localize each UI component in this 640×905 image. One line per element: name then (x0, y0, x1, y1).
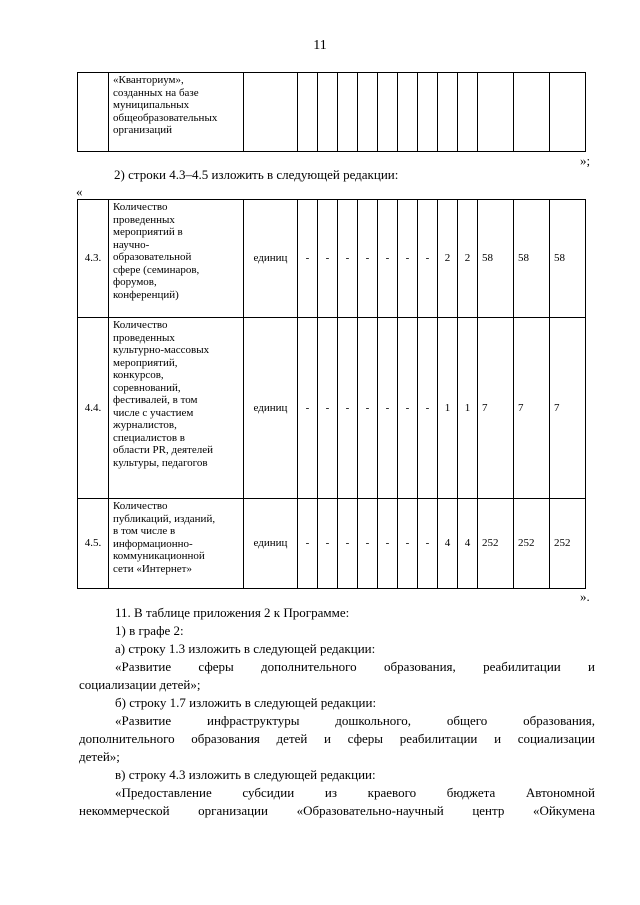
paragraph: «Развитие инфраструктуры дошкольного, общего образования, (115, 713, 595, 728)
description-line: коммуникационной (113, 550, 205, 562)
value-cell: 1 (438, 318, 458, 499)
continuation-table (77, 72, 586, 152)
value-cell: - (338, 200, 358, 318)
unit-cell (244, 73, 298, 152)
value-cell: - (378, 200, 398, 318)
paragraph: «Развитие сферы дополнительного образования, реабилитации и (115, 659, 595, 674)
description-line: проведенных (113, 213, 175, 226)
value-cell: 252 (550, 499, 586, 589)
paragraph: а) строку 1.3 изложить в следующей редакции: (115, 641, 376, 656)
description-line: информационно- (113, 537, 193, 550)
value-cell: - (358, 200, 378, 318)
value-cell (358, 73, 378, 152)
closing-quote: »; (580, 153, 591, 168)
value-cell: - (298, 200, 318, 318)
description-line: культурно-массовых (113, 344, 210, 356)
value-cell (458, 73, 478, 152)
value-cell: 2 (438, 200, 458, 318)
row-number-cell: 4.5. (78, 499, 109, 589)
indicator-table (77, 199, 586, 589)
value-cell: 7 (550, 318, 586, 499)
paragraph: дополнительного образования детей и сферы реабилитации и социализации (79, 731, 595, 746)
value-cell: 7 (478, 318, 514, 499)
paragraph: «Предоставление субсидии из краевого бюджета Автономной (115, 785, 595, 800)
value-cell: - (418, 318, 438, 499)
value-cell (398, 73, 418, 152)
value-cell: - (378, 499, 398, 589)
description-line: общеобразовательных (113, 111, 218, 124)
value-cell: - (338, 318, 358, 499)
paragraph: детей»; (79, 749, 120, 764)
value-cell: - (298, 499, 318, 589)
value-cell: 7 (514, 318, 550, 499)
value-cell (550, 73, 586, 152)
description-line: числе с участием (113, 406, 194, 419)
description-line: фестивалей, в том (113, 394, 198, 406)
value-cell: 4 (438, 499, 458, 589)
description-line: научно- (113, 238, 150, 251)
value-cell: - (398, 499, 418, 589)
value-cell (514, 73, 550, 152)
value-cell: 252 (478, 499, 514, 589)
description-line: Количество (113, 500, 168, 512)
description-line: публикаций, изданий, (113, 512, 216, 525)
description-line: форумов, (113, 276, 157, 288)
unit-cell: единиц (244, 318, 298, 499)
table-row (78, 499, 586, 589)
description-cell (109, 73, 244, 152)
value-cell: 58 (550, 200, 586, 318)
value-cell: - (318, 499, 338, 589)
unit-cell: единиц (244, 499, 298, 589)
description-line: культуры, педагогов (113, 456, 208, 469)
description-line: Количество (113, 201, 168, 213)
description-line: журналистов, (113, 419, 177, 431)
description-line: Количество (113, 319, 168, 331)
value-cell: 252 (514, 499, 550, 589)
row-number-cell: 4.3. (78, 200, 109, 318)
value-cell: - (418, 200, 438, 318)
value-cell: 4 (458, 499, 478, 589)
description-line: соревнований, (113, 381, 181, 394)
description-line: мероприятий, (113, 356, 178, 369)
value-cell: - (358, 499, 378, 589)
value-cell: - (338, 499, 358, 589)
value-cell: 1 (458, 318, 478, 499)
description-cell (109, 499, 244, 589)
value-cell (378, 73, 398, 152)
paragraph: в) строку 4.3 изложить в следующей редакции: (115, 767, 376, 782)
paragraph: б) строку 1.7 изложить в следующей редакции: (115, 695, 377, 710)
value-cell (338, 73, 358, 152)
paragraph: некоммерческой организации «Образовательно-научный центр «Ойкумена (79, 803, 595, 818)
closing-quote: ». (580, 589, 590, 604)
value-cell: 2 (458, 200, 478, 318)
value-cell: - (398, 200, 418, 318)
description-line: «Кванториум», (113, 74, 184, 86)
value-cell: - (298, 318, 318, 499)
value-cell (298, 73, 318, 152)
description-line: созданных на базе (113, 86, 199, 99)
description-line: специалистов в (113, 431, 185, 444)
value-cell: 58 (478, 200, 514, 318)
table-row (78, 318, 586, 499)
opening-quote: « (76, 184, 83, 199)
description-line: области PR, деятелей (113, 444, 213, 456)
value-cell (318, 73, 338, 152)
description-cell (109, 200, 244, 318)
table-row (78, 200, 586, 318)
description-cell (109, 318, 244, 499)
table-row (78, 73, 586, 152)
description-line: сети «Интернет» (113, 562, 192, 575)
value-cell: - (318, 318, 338, 499)
row-number-cell (78, 73, 109, 152)
description-line: сфере (семинаров, (113, 263, 200, 276)
description-line: проведенных (113, 331, 175, 344)
value-cell (478, 73, 514, 152)
paragraph: 1) в графе 2: (115, 623, 184, 638)
value-cell: 58 (514, 200, 550, 318)
value-cell: - (398, 318, 418, 499)
instruction-text: 2) строки 4.3–4.5 изложить в следующей редакции: (114, 167, 399, 182)
description-line: конференций) (113, 288, 179, 301)
value-cell: - (318, 200, 338, 318)
description-line: в том числе в (113, 525, 176, 537)
description-line: муниципальных (113, 99, 190, 111)
unit-cell: единиц (244, 200, 298, 318)
page-number: 11 (313, 38, 327, 53)
value-cell (418, 73, 438, 152)
paragraph: 11. В таблице приложения 2 к Программе: (115, 605, 350, 620)
value-cell: - (418, 499, 438, 589)
description-line: образовательной (113, 251, 192, 263)
description-line: организаций (113, 124, 173, 136)
value-cell: - (378, 318, 398, 499)
description-line: конкурсов, (113, 369, 164, 381)
paragraph: социализации детей»; (79, 677, 201, 692)
description-line: мероприятий в (113, 226, 183, 238)
value-cell: - (358, 318, 378, 499)
value-cell (438, 73, 458, 152)
row-number-cell: 4.4. (78, 318, 109, 499)
